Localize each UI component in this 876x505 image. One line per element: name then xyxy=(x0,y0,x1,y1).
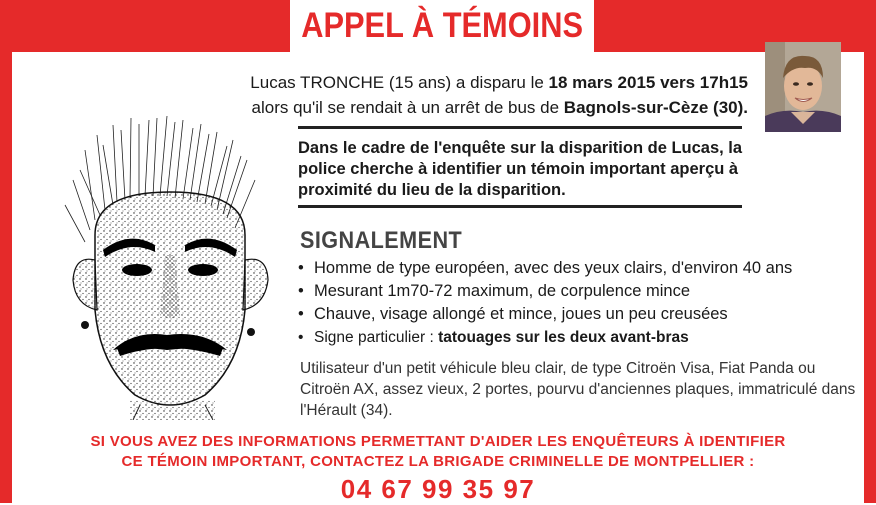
intro-line2-text: alors qu'il se rendait à un arrêt de bus de xyxy=(251,98,564,117)
cta-line-1: SI VOUS AVEZ DES INFORMATIONS PERMETTANT D'AIDER LES ENQUÊTEURS À IDENTIFIER xyxy=(90,433,786,450)
particular-value: tatouages sur les deux avant-bras xyxy=(438,329,689,346)
suspect-sketch xyxy=(55,110,285,420)
list-item xyxy=(298,280,858,303)
vehicle-description: Utilisateur d'un petit véhicule bleu clair, de type Citroën Visa, Fiat Panda ou Citroën AX, assez vieux, 2 portes, pourvu d'anciennes plaques, immatriculé dans l'Hérault (34). xyxy=(300,360,856,419)
investigation-lead: Dans le cadre de l'enquête sur la disparition de Lucas, la police cherche à identifier un témoin important aperçu à proximité du lieu de la disparition. xyxy=(298,139,743,199)
list-item xyxy=(298,326,858,349)
bullet-icon: • xyxy=(298,305,304,323)
bullet-icon: • xyxy=(298,329,304,346)
call-to-action xyxy=(0,432,876,472)
divider-bottom xyxy=(298,205,742,208)
divider-top xyxy=(298,126,742,129)
cta-line-2: CE TÉMOIN IMPORTANT, CONTACTEZ LA BRIGADE CRIMINELLE DE MONTPELLIER : xyxy=(121,453,755,470)
bullet-icon: • xyxy=(298,282,304,300)
list-item-text: Chauve, visage allongé et mince, joues un peu creusées xyxy=(314,305,728,323)
list-item-text: Homme de type européen, avec des yeux clairs, d'environ 40 ans xyxy=(314,259,793,277)
list-item-text: Mesurant 1m70-72 maximum, de corpulence mince xyxy=(314,282,690,300)
bullet-icon: • xyxy=(298,259,304,277)
signalement-list xyxy=(298,257,858,349)
disappearance-date: 18 mars 2015 vers 17h15 xyxy=(548,73,748,92)
intro-line1-text: Lucas TRONCHE (15 ans) a disparu le xyxy=(250,73,549,92)
list-item xyxy=(298,257,858,280)
phone-number[interactable]: 04 67 99 35 97 xyxy=(340,474,536,504)
intro-text xyxy=(218,70,748,120)
title-box xyxy=(290,0,594,52)
disappearance-place: Bagnols-sur-Cèze (30). xyxy=(563,98,748,117)
particular-label: Signe particulier : xyxy=(314,329,439,346)
page-title: APPEL À TÉMOINS xyxy=(301,6,583,45)
signalement-heading: SIGNALEMENT xyxy=(300,227,463,254)
list-item xyxy=(298,303,858,326)
missing-person-photo xyxy=(765,42,841,132)
